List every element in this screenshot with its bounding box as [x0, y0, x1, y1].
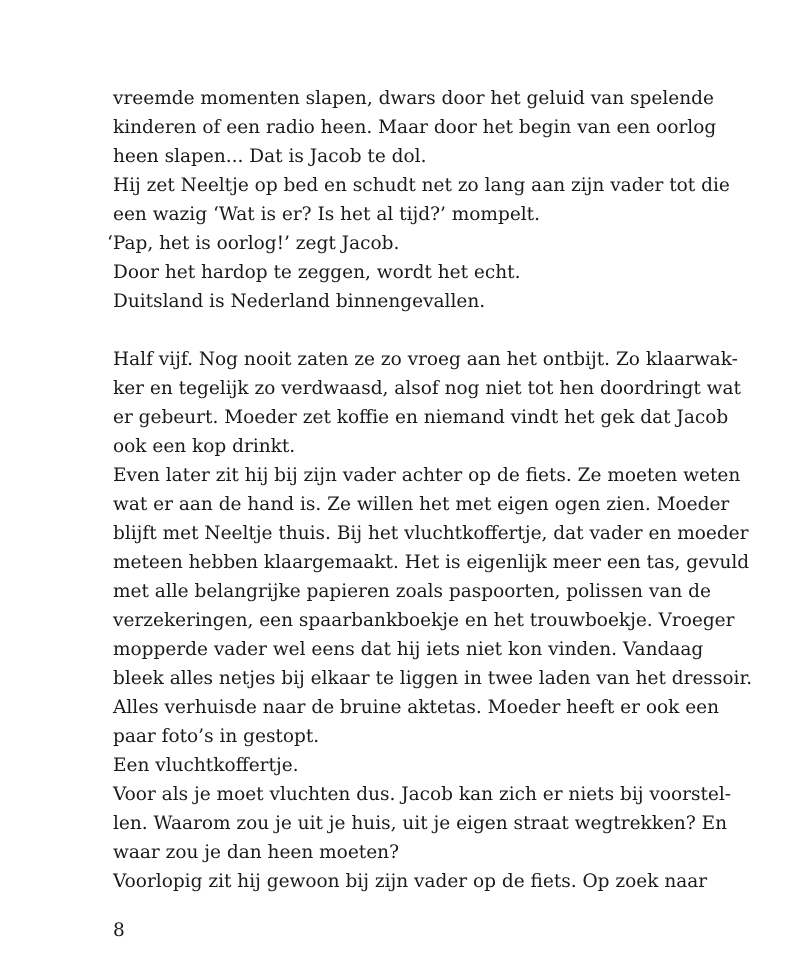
text-line: Voorlopig zit hij gewoon bij zijn vader op de fiets. Op zoek naar [113, 871, 708, 892]
text-line: ook een kop drinkt. [113, 436, 296, 457]
text-line: verzekeringen, een spaarbankboekje en het trouwboekje. Vroeger [113, 610, 735, 631]
text-line: een wazig ‘Wat is er? Is het al tijd?’ mompelt. [113, 204, 540, 225]
text-line: len. Waarom zou je uit je huis, uit je eigen straat wegtrekken? En [113, 813, 728, 834]
body-text [107, 84, 753, 896]
paragraph-gap [113, 316, 688, 345]
text-line: blijft met Neeltje thuis. Bij het vluchtkoffertje, dat vader en moeder [113, 523, 749, 544]
text-line: kinderen of een radio heen. Maar door het begin van een oorlog [113, 117, 717, 138]
text-line: Duitsland is Nederland binnengevallen. [113, 291, 486, 312]
text-line: Een vluchtkoffertje. [113, 755, 299, 776]
text-line: Door het hardop te zeggen, wordt het echt. [113, 262, 521, 283]
paragraph-1 [107, 84, 730, 316]
text-line: wat er aan de hand is. Ze willen het met eigen ogen zien. Moeder [113, 494, 730, 515]
text-line: ‘Pap, het is oorlog!’ zegt Jacob. [107, 233, 400, 254]
text-line: Voor als je moet vluchten dus. Jacob kan zich er niets bij voorstel- [113, 784, 732, 805]
text-line: heen slapen... Dat is Jacob te dol. [113, 146, 427, 167]
text-line: met alle belangrijke papieren zoals paspoorten, polissen van de [113, 581, 711, 602]
text-line: mopperde vader wel eens dat hij iets niet kon vinden. Vandaag [113, 639, 704, 660]
text-line: Half vijf. Nog nooit zaten ze zo vroeg aan het ontbijt. Zo klaarwak- [113, 349, 738, 370]
text-line: ker en tegelijk zo verdwaasd, alsof nog niet tot hen doordringt wat [113, 378, 741, 399]
text-line: waar zou je dan heen moeten? [113, 842, 399, 863]
text-line: paar foto’s in gestopt. [113, 726, 320, 747]
page-number: 8 [113, 920, 125, 941]
text-line: bleek alles netjes bij elkaar te liggen in twee laden van het dressoir. [113, 668, 753, 689]
text-line: meteen hebben klaargemaakt. Het is eigenlijk meer een tas, gevuld [113, 552, 750, 573]
paragraph-2 [113, 345, 753, 896]
text-line: Alles verhuisde naar de bruine aktetas. Moeder heeft er ook een [113, 697, 720, 718]
text-line: vreemde momenten slapen, dwars door het geluid van spelende [113, 88, 714, 109]
text-line: Even later zit hij bij zijn vader achter op de fiets. Ze moeten weten [113, 465, 741, 486]
text-line: er gebeurt. Moeder zet koffie en niemand vindt het gek dat Jacob [113, 407, 729, 428]
text-line: Hij zet Neeltje op bed en schudt net zo lang aan zijn vader tot die [113, 175, 730, 196]
